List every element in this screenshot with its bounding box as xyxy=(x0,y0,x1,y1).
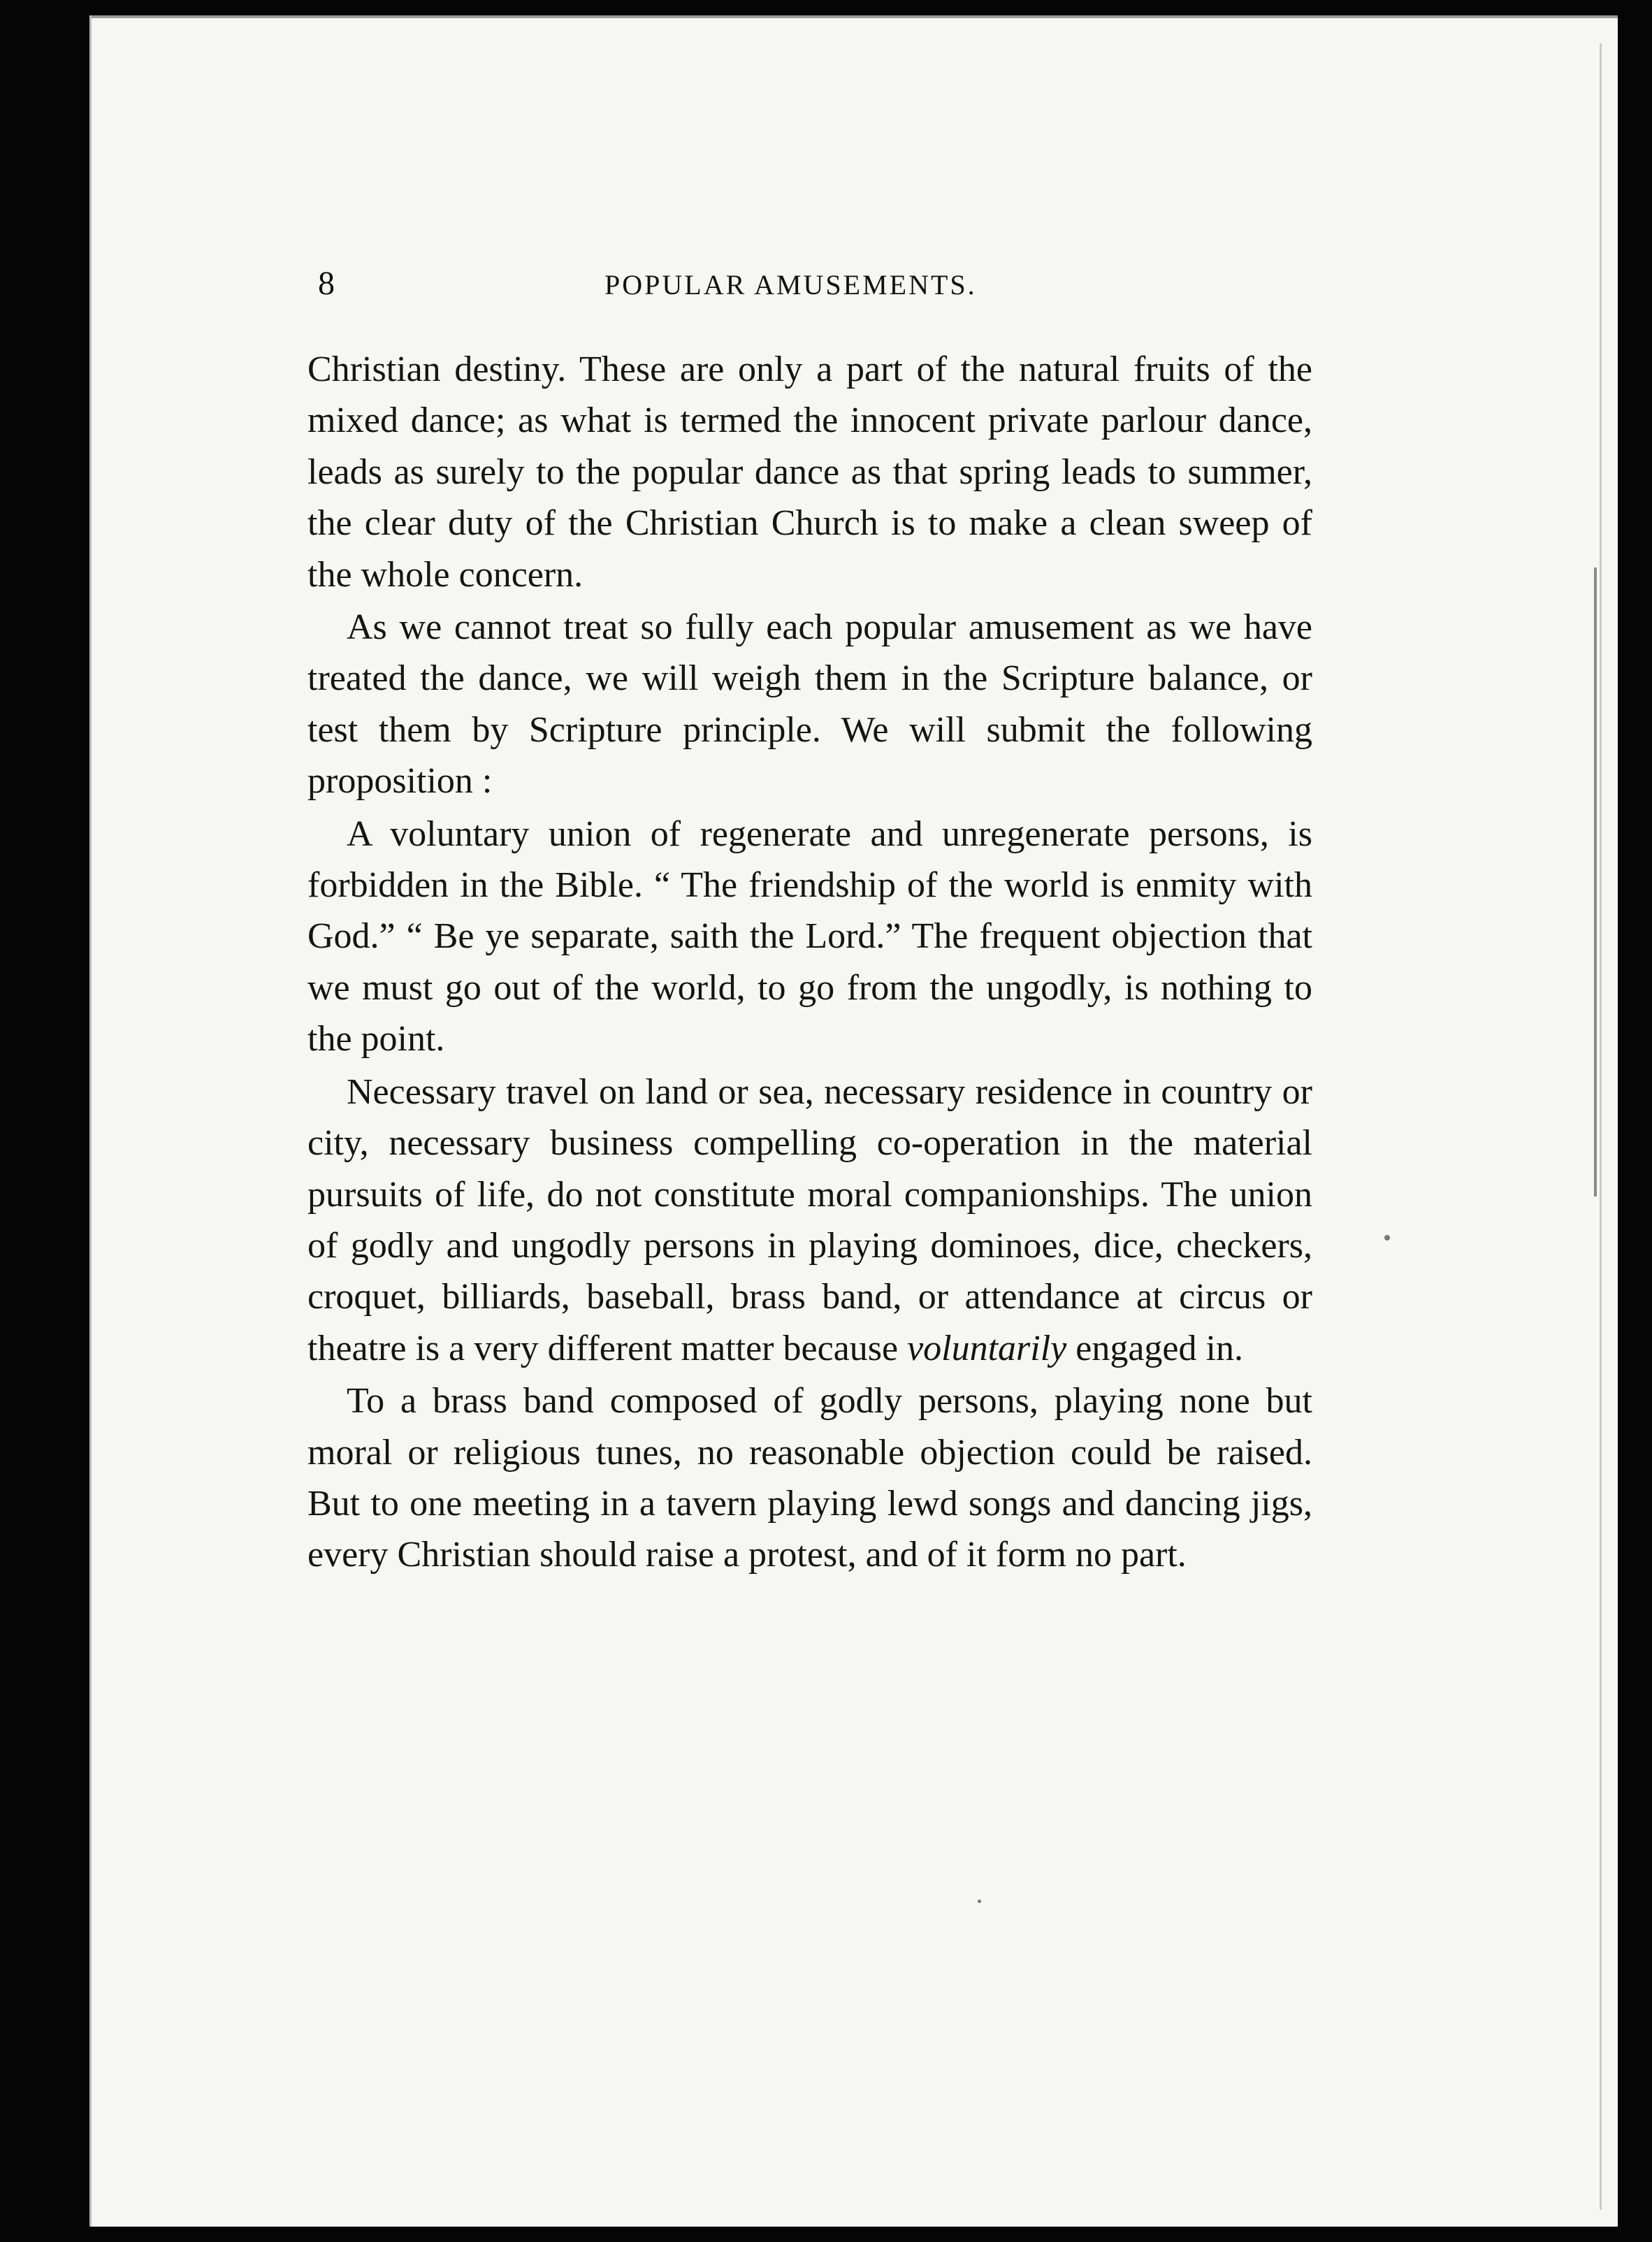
page-header xyxy=(318,264,1310,313)
margin-mark xyxy=(1594,567,1597,1196)
paragraph-text: engaged in. xyxy=(1066,1328,1243,1368)
body-text xyxy=(307,344,1312,1581)
paragraph: To a brass band composed of godly persons, playing none but moral or religious tunes, no reasonable objection could be raised. But to one meeting in a tavern playing lewd songs and dancing jigs, every Christian should raise a protest, and of it form no part. xyxy=(307,1381,1312,1575)
paragraph: Christian destiny. These are only a part of the natural fruits of the mixed dance; as what is termed the innocent private parlour dance, leads as surely to the popular dance as that spring leads to summer, the clear duty of the Christian Church is to make a clean sweep of the whole concern. xyxy=(307,349,1312,595)
paragraph-text: Necessary travel on land or sea, necessary residence in country or city, necessary business compelling co-operation in the material pursuits of life, do not constitute moral companionships. The union of godly and ungodly persons in playing dominoes, dice, checkers, croquet, billiards, baseball, brass band, or attendance at circus or theatre is a very different matter because xyxy=(307,1071,1312,1368)
paragraph: A voluntary union of regenerate and unregenerate persons, is forbidden in the Bible. “ The friendship of the world is enmity with God.” “ Be ye separate, saith the Lord.” The frequent objection that we must go out of the world, to go from the ungodly, is nothing to the point. xyxy=(307,813,1312,1059)
page-fold-line xyxy=(1600,43,1602,2210)
emphasized-word: voluntarily xyxy=(907,1328,1067,1368)
paragraph xyxy=(307,1066,1312,1374)
scan-speck xyxy=(1384,1235,1390,1241)
page-number: 8 xyxy=(318,265,335,302)
paragraph: As we cannot treat so fully each popular amusement as we have treated the dance, we will weigh them in the Scripture balance, or test them by Scripture principle. We will submit the following proposition : xyxy=(307,607,1312,802)
running-title: POPULAR AMUSEMENTS. xyxy=(604,269,977,301)
scan-speck xyxy=(978,1900,981,1903)
